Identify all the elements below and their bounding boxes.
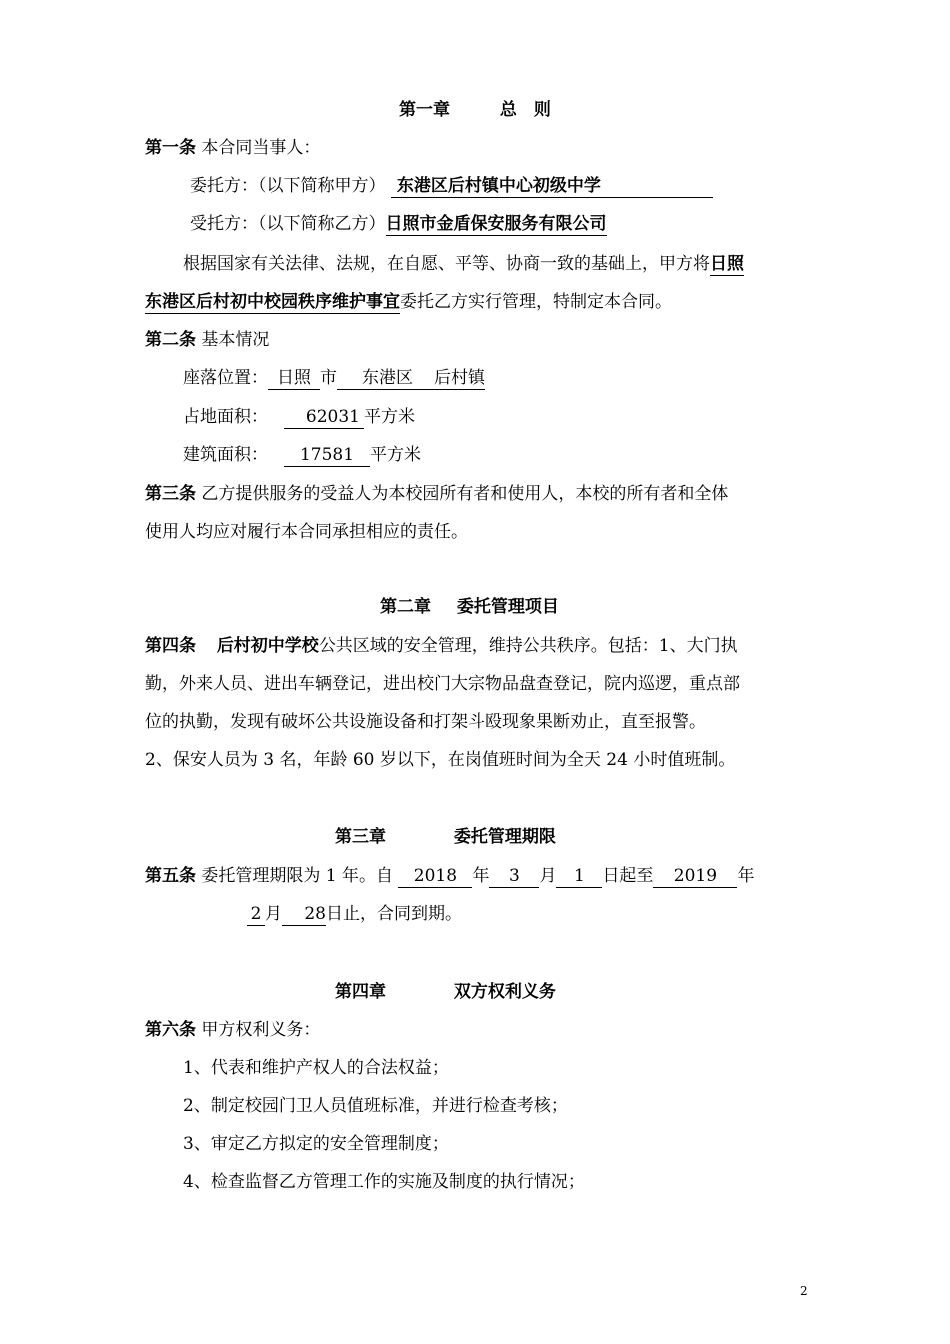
article-5-label: 第五条 [145, 866, 196, 886]
article-3-line2 [145, 520, 468, 544]
chapter-1-heading [399, 98, 551, 122]
article-1-line [145, 136, 320, 160]
list-item [183, 1094, 568, 1118]
contractor-name: 日照市金盾保安服务有限公司 [385, 214, 607, 234]
article-5-end-text: 日止，合同到期。 [326, 904, 462, 924]
chapter-1-title: 总 则 [499, 100, 551, 120]
client-line [190, 174, 713, 198]
article-4-line4 [145, 748, 735, 772]
client-name: 东港区后村镇中心初级中学 [391, 175, 713, 198]
start-year: 2018 [398, 865, 472, 888]
page-number: 2 [800, 1284, 808, 1298]
start-month: 3 [489, 865, 539, 888]
article-6-line [145, 1018, 320, 1042]
chapter-4-title: 双方权利义务 [453, 982, 556, 1002]
end-month-unit: 月 [265, 904, 282, 924]
land-area-value: 62031 [284, 406, 364, 429]
article-6-item-4: 4、检查监督乙方管理工作的实施及制度的执行情况； [183, 1172, 585, 1192]
article-5-line2 [247, 902, 462, 926]
article-1-para-b: 委托乙方实行管理，特制定本合同。 [400, 292, 672, 312]
start-day: 1 [556, 865, 602, 888]
article-4-school: 后村初中学校 [216, 636, 319, 656]
land-area-unit: 平方米 [364, 407, 415, 427]
build-area-line [183, 443, 421, 467]
article-4-text1: 公共区域的安全管理，维持公共秩序。包括：1、大门执 [318, 636, 738, 656]
article-1-para-underline1: 日照 [710, 254, 744, 274]
location-label: 座落位置： [183, 368, 268, 388]
article-4-line1 [145, 634, 738, 658]
article-1-label: 第一条 [145, 138, 196, 158]
end-day: 28 [282, 903, 326, 926]
land-area-label: 占地面积： [183, 407, 268, 427]
chapter-3-label: 第三章 [335, 827, 386, 847]
article-6-item-1: 1、代表和维护产权人的合法权益； [183, 1058, 449, 1078]
location-city: 日照 [268, 367, 320, 390]
chapter-1-label: 第一章 [399, 100, 450, 120]
article-3-line1 [145, 482, 728, 506]
location-town: 后村镇 [413, 367, 485, 390]
article-4-label: 第四条 [145, 636, 196, 656]
article-2-line [145, 328, 269, 352]
client-prefix: 委托方：（以下简称甲方） [190, 176, 386, 196]
start-day-to: 日起至 [602, 866, 654, 886]
location-city-unit: 市 [320, 368, 337, 388]
article-4-line2 [145, 672, 740, 696]
land-area-line [183, 405, 415, 429]
article-4-text4: 2、保安人员为 3 名，年龄 60 岁以下，在岗值班时间为全天 24 小时值班制。 [145, 750, 736, 770]
article-5-text: 委托管理期限为 1 年。自 [201, 866, 394, 886]
article-4-text2: 勤，外来人员、进出车辆登记，进出校门大宗物品盘查登记，院内巡逻，重点部 [145, 674, 740, 694]
location-district: 东港区 [337, 367, 413, 390]
start-year-unit: 年 [472, 866, 490, 886]
end-month: 2 [247, 903, 265, 926]
list-item [183, 1132, 449, 1156]
chapter-2-label: 第二章 [380, 597, 431, 617]
start-month-unit: 月 [539, 866, 557, 886]
article-1-text: 本合同当事人： [201, 138, 321, 158]
list-item [183, 1056, 449, 1080]
build-area-unit: 平方米 [370, 445, 421, 465]
article-4-line3 [145, 710, 706, 734]
build-area-value: 17581 [284, 444, 370, 467]
article-1-para-underline2: 东港区后村初中校园秩序维护事宜 [145, 292, 400, 312]
article-5-line1 [145, 864, 754, 888]
article-3-text1: 乙方提供服务的受益人为本校园所有者和使用人，本校的所有者和全体 [201, 484, 729, 504]
build-area-label: 建筑面积： [183, 445, 268, 465]
location-line [183, 366, 485, 390]
chapter-3-heading [335, 825, 556, 849]
chapter-2-heading [380, 595, 559, 619]
article-6-item-3: 3、审定乙方拟定的安全管理制度； [183, 1134, 449, 1154]
end-year: 2019 [653, 865, 737, 888]
list-item [183, 1170, 585, 1194]
chapter-4-label: 第四章 [335, 982, 386, 1002]
contractor-line [190, 212, 607, 236]
end-year-unit: 年 [737, 866, 755, 886]
chapter-2-title: 委托管理项目 [456, 597, 559, 617]
article-6-text: 甲方权利义务： [201, 1020, 321, 1040]
article-3-text2: 使用人均应对履行本合同承担相应的责任。 [145, 522, 468, 542]
chapter-3-title: 委托管理期限 [453, 827, 556, 847]
article-6-label: 第六条 [145, 1020, 196, 1040]
chapter-4-heading [335, 980, 556, 1004]
article-2-label: 第二条 [145, 330, 196, 350]
article-6-item-2: 2、制定校园门卫人员值班标准，并进行检查考核； [183, 1096, 568, 1116]
article-1-para-line2 [145, 290, 672, 314]
article-1-para-line1 [183, 252, 744, 276]
contractor-prefix: 受托方：（以下简称乙方） [190, 214, 386, 234]
article-4-text3: 位的执勤，发现有破坏公共设施设备和打架斗殴现象果断劝止，直至报警。 [145, 712, 706, 732]
article-3-label: 第三条 [145, 484, 196, 504]
article-1-para-a: 根据国家有关法律、法规，在自愿、平等、协商一致的基础上，甲方将 [183, 254, 710, 274]
article-2-text: 基本情况 [201, 330, 270, 350]
